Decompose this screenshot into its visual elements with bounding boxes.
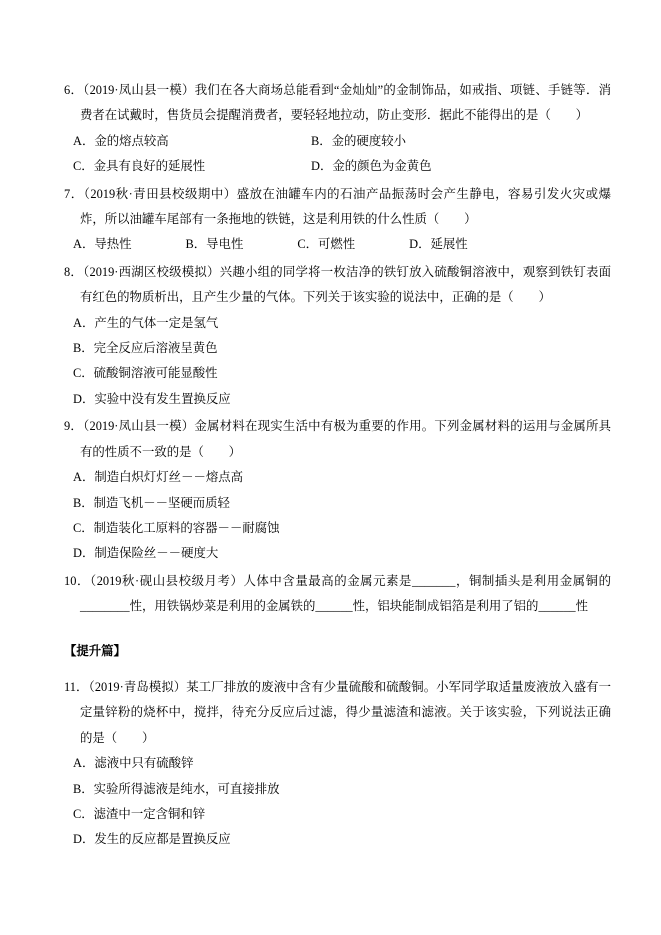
question-9 bbox=[64, 414, 611, 566]
question-option: C．制造装化工原料的容器－－耐腐蚀 bbox=[73, 520, 280, 535]
question-option: C．可燃性 bbox=[297, 237, 356, 252]
question-option: D．制造保险丝－－硬度大 bbox=[73, 546, 219, 561]
options-list bbox=[64, 232, 611, 257]
question-option: A．产生的气体一定是氢气 bbox=[73, 315, 219, 330]
options-list bbox=[64, 465, 611, 567]
question-stem: 7．（2019秋·青田县校级期中）盛放在油罐车内的石油产品振荡时会产生静电，容易引发火灾或爆炸，所以油罐车尾部有一条拖地的铁链，这是利用铁的什么性质（ ） bbox=[64, 186, 611, 227]
question-option: D．发生的反应都是置换反应 bbox=[73, 832, 231, 847]
options-list bbox=[64, 751, 611, 853]
question-option: D．金的颜色为金黄色 bbox=[311, 159, 432, 174]
question-10 bbox=[64, 569, 611, 620]
question-stem: 8．（2019·西湖区校级模拟）兴趣小组的同学将一枚洁净的铁钉放入硫酸铜溶液中，观察到铁钉表面有红色的物质析出，且产生少量的气体。下列关于该实验的说法中，正确的是（ ） bbox=[64, 264, 611, 305]
options-list bbox=[64, 311, 611, 413]
question-option: B．实验所得滤液是纯水，可直接排放 bbox=[73, 781, 280, 796]
question-option: B．完全反应后溶液呈黄色 bbox=[73, 341, 218, 356]
question-option: B．金的硬度较小 bbox=[311, 133, 406, 148]
question-8 bbox=[64, 260, 611, 412]
question-option: C．滤渣中一定含铜和锌 bbox=[73, 806, 206, 821]
question-11 bbox=[64, 675, 611, 853]
options-list bbox=[64, 129, 611, 180]
question-option: C．硫酸铜溶液可能显酸性 bbox=[73, 366, 218, 381]
question-option: A．导热性 bbox=[73, 237, 132, 252]
question-option: A．滤液中只有硫酸锌 bbox=[73, 756, 194, 771]
question-stem: 6．（2019·凤山县一模）我们在各大商场总能看到“金灿灿”的金制饰品，如戒指、项链、手链等．消费者在试戴时，售货员会提醒消费者，要轻轻地拉动，防止变形．据此不能得出的是（ ） bbox=[64, 83, 611, 123]
question-option: D．实验中没有发生置换反应 bbox=[73, 391, 231, 406]
question-stem: 9．（2019·凤山县一模）金属材料在现实生活中有极为重要的作用。下列金属材料的运用与金属所具有的性质不一致的是（ ） bbox=[64, 419, 611, 459]
question-stem: 11．（2019·青岛模拟）某工厂排放的废液中含有少量硫酸和硫酸铜。小军同学取适量废液放入盛有一定量锌粉的烧杯中，搅拌，待充分反应后过滤，得少量滤渣和滤液。关于该实验，下列说法正确的是（ ） bbox=[64, 679, 611, 745]
section-header: 【提升篇】 bbox=[64, 643, 126, 658]
question-7 bbox=[64, 182, 611, 258]
question-option: B．导电性 bbox=[185, 237, 244, 252]
question-option: C．金具有良好的延展性 bbox=[73, 159, 206, 174]
question-stem: 10．（2019秋·砚山县校级月考）人体中含量最高的金属元素是_______，铜制插头是利用金属铜的________性，用铁锅炒菜是利用的金属铁的______性，铝块能制成铝箔是利用了铝的______性 bbox=[64, 573, 611, 614]
question-option: B．制造飞机－－坚硬而质轻 bbox=[73, 495, 230, 510]
question-option: D．延展性 bbox=[409, 237, 468, 252]
question-option: A．制造白炽灯灯丝－－熔点高 bbox=[73, 470, 244, 485]
question-option: A．金的熔点较高 bbox=[73, 133, 169, 148]
question-6 bbox=[64, 78, 611, 180]
